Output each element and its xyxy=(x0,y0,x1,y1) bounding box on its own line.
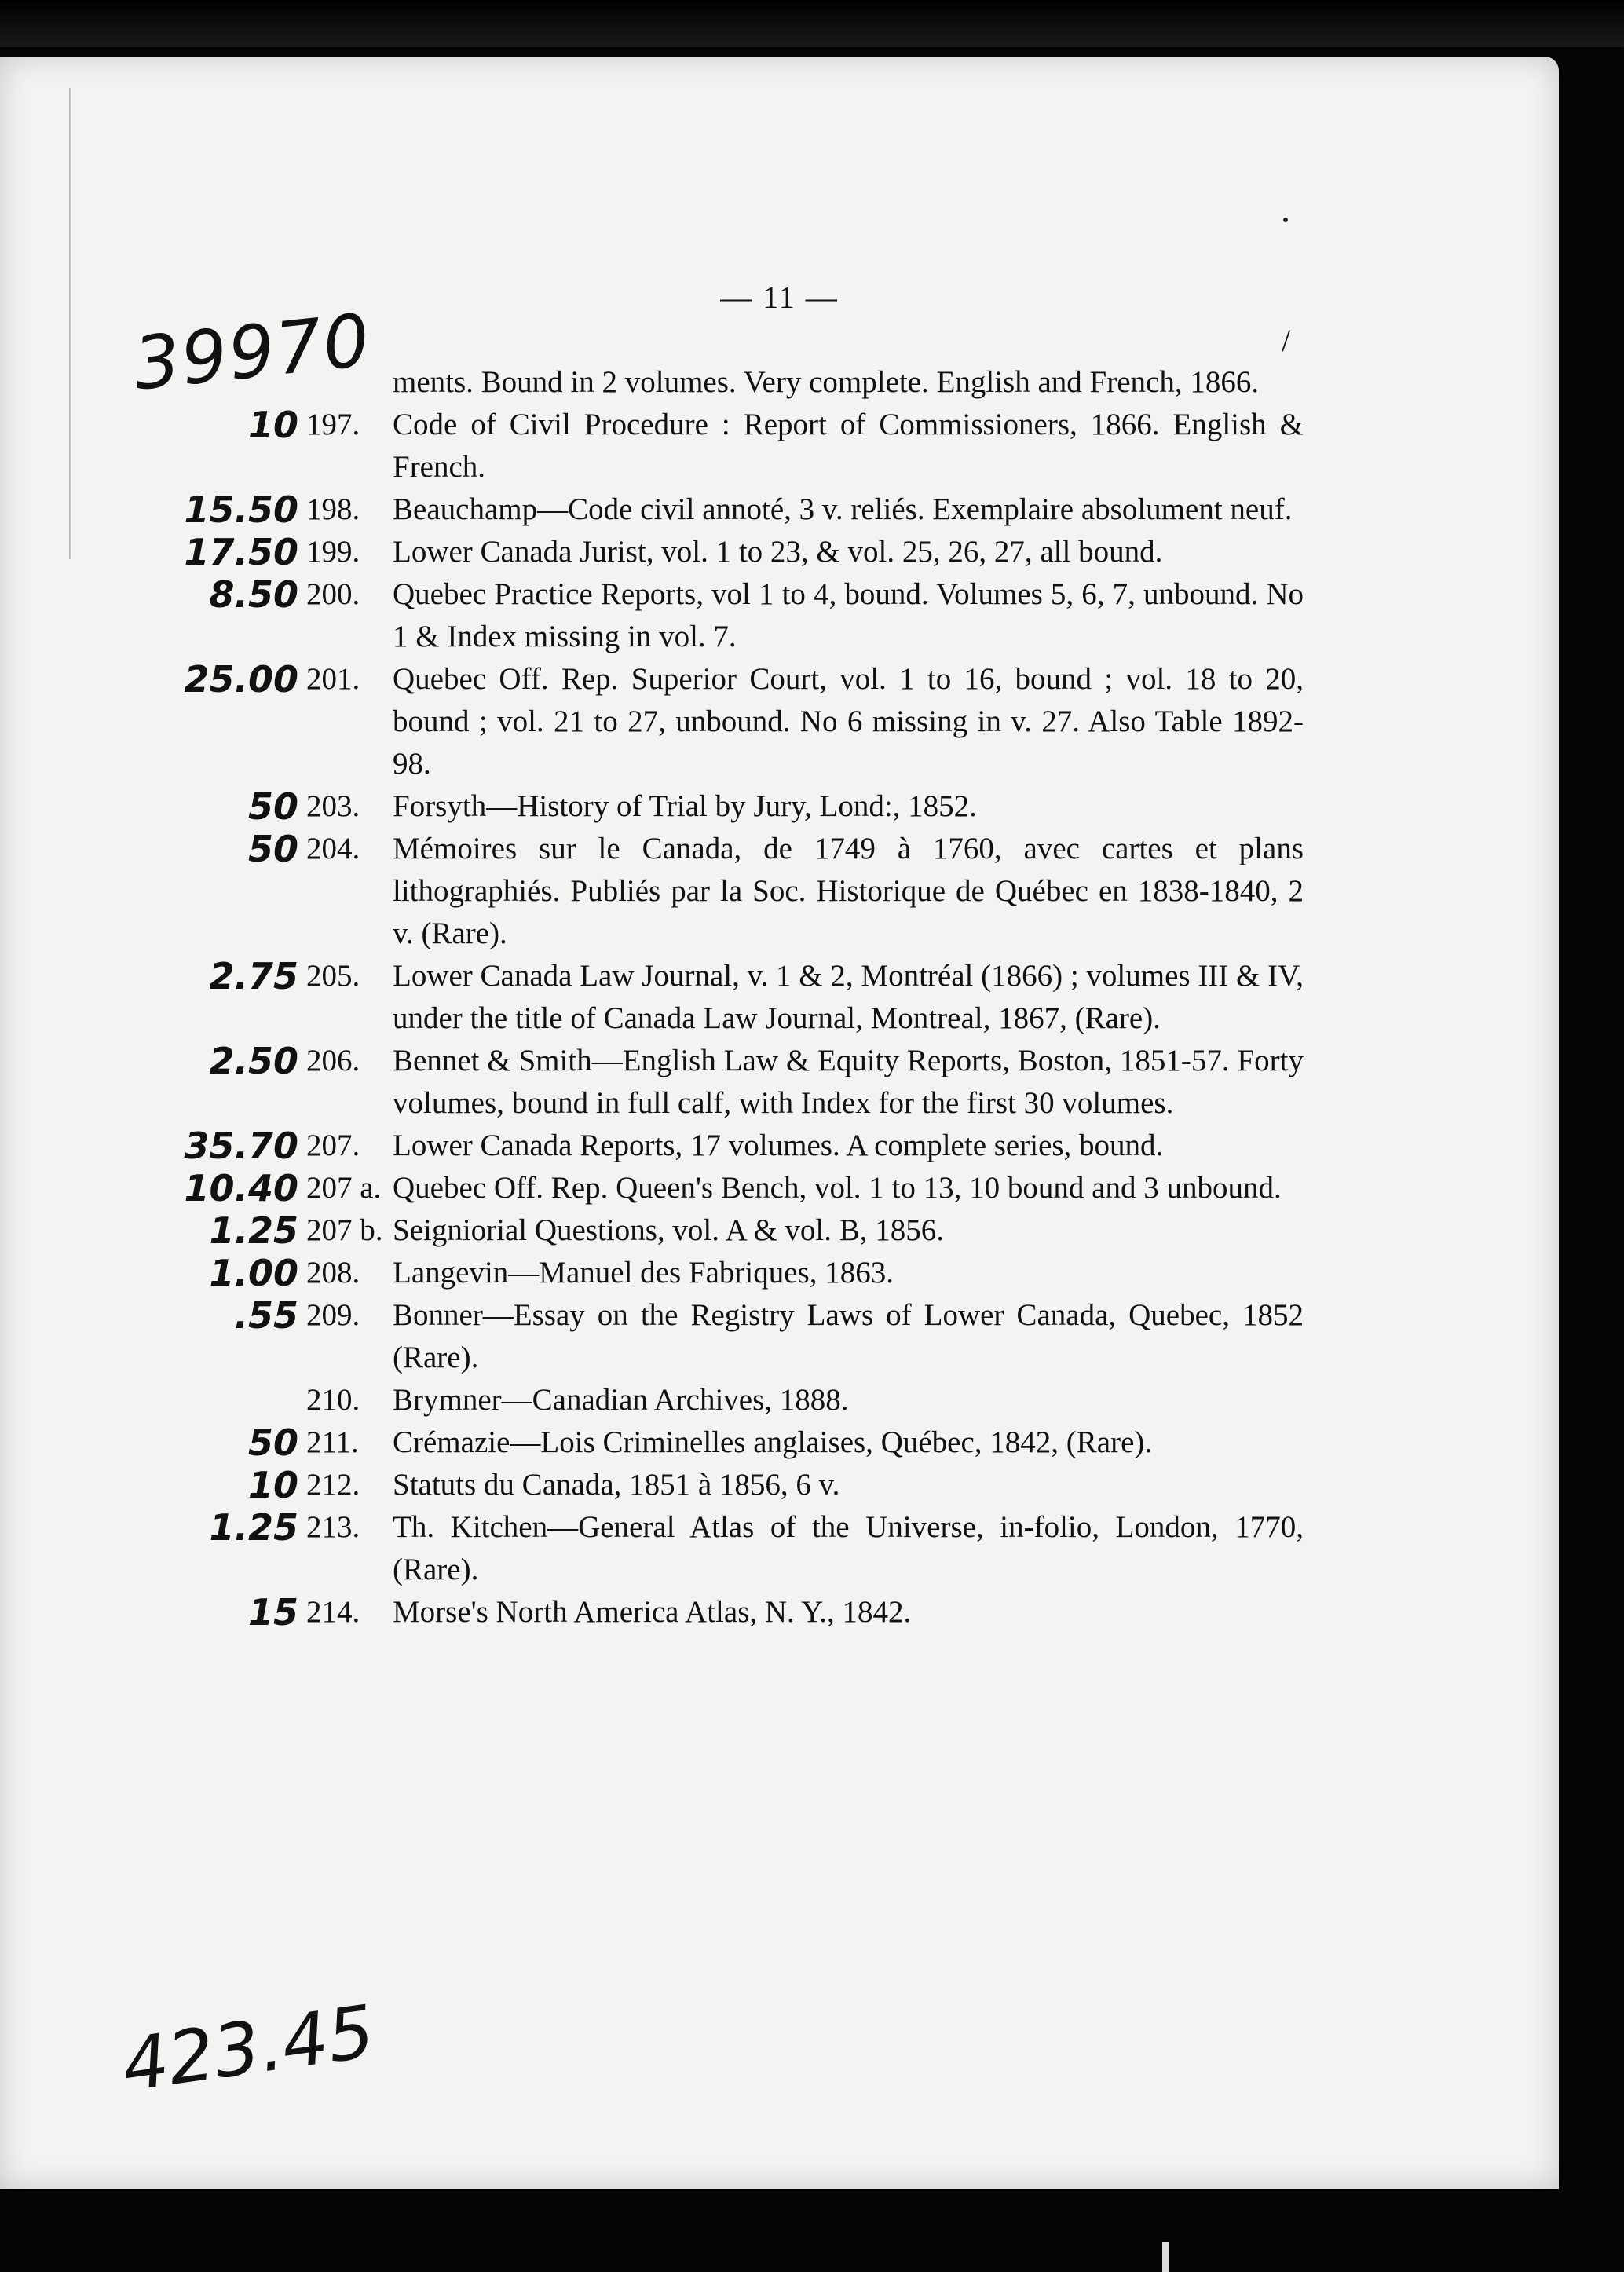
lot-number: 200. xyxy=(306,577,360,611)
handwritten-price: 15.50 xyxy=(184,488,298,531)
lot-number xyxy=(306,361,393,404)
handwritten-price: 25.00 xyxy=(184,658,298,701)
catalogue-entry xyxy=(79,1506,1304,1591)
lot-number: 206. xyxy=(306,1044,360,1077)
lot-description: Morse's North America Atlas, N. Y., 1842. xyxy=(393,1595,912,1629)
handwritten-price: 10 xyxy=(247,404,298,446)
lot-number: 204. xyxy=(306,832,360,865)
paper-speck xyxy=(1283,218,1288,222)
margin-tick-mark: / xyxy=(1282,323,1291,358)
catalogue-entry xyxy=(79,785,1304,828)
handwritten-price: 8.50 xyxy=(209,573,298,616)
catalogue-entry xyxy=(79,404,1304,488)
handwritten-price: 10.40 xyxy=(184,1167,298,1209)
lot-description: Lower Canada Jurist, vol. 1 to 23, & vol. 25, 26, 27, all bound. xyxy=(393,535,1163,569)
lot-number: 198. xyxy=(306,492,360,526)
catalogue-entry xyxy=(79,1379,1304,1421)
handwritten-price: 15 xyxy=(247,1591,298,1634)
lot-description: Beauchamp—Code civil annoté, 3 v. reliés. Exemplaire absolument neuf. xyxy=(393,492,1293,526)
handwritten-price: 50 xyxy=(247,785,298,828)
lot-description: Lower Canada Law Journal, v. 1 & 2, Montréal (1866) ; volumes III & IV, under the title of Canada Law Journal, Montreal, 1867, (Rare). xyxy=(393,959,1304,1035)
scan-bottom-mark xyxy=(1162,2242,1169,2272)
handwritten-price: 50 xyxy=(247,828,298,870)
lot-number: 209. xyxy=(306,1298,360,1332)
catalogue-entry xyxy=(79,1464,1304,1506)
handwritten-price: 17.50 xyxy=(184,531,298,573)
lot-description: Bennet & Smith—English Law & Equity Reports, Boston, 1851-57. Forty volumes, bound in full calf, with Index for the first 30 volumes. xyxy=(393,1044,1304,1120)
handwritten-price: 10 xyxy=(247,1464,298,1506)
lot-description: Quebec Off. Rep. Queen's Bench, vol. 1 to 13, 10 bound and 3 unbound. xyxy=(393,1171,1282,1205)
catalogue-entry xyxy=(79,658,1304,785)
lot-number: 201. xyxy=(306,662,360,696)
lot-number: 208. xyxy=(306,1256,360,1290)
handwritten-running-total: 39970 xyxy=(130,298,375,407)
lot-number: 197. xyxy=(306,408,360,441)
lot-number: 214. xyxy=(306,1595,360,1629)
catalogue-entry xyxy=(79,1252,1304,1294)
lot-number: 212. xyxy=(306,1468,360,1502)
lot-description: ments. Bound in 2 volumes. Very complete. English and French, 1866. xyxy=(393,365,1260,399)
lot-number: 207 b. xyxy=(306,1213,383,1247)
catalogue-entry xyxy=(79,488,1304,531)
lot-number: 213. xyxy=(306,1510,360,1544)
page-number: — 11 — xyxy=(720,280,839,315)
lot-description: Quebec Off. Rep. Superior Court, vol. 1 to 16, bound ; vol. 18 to 20, bound ; vol. 21 to 27, unbound. No 6 missing in v. 27. Also Table 1892-98. xyxy=(393,662,1304,781)
margin-line xyxy=(69,88,71,559)
handwritten-price: 50 xyxy=(247,1421,298,1464)
handwritten-price xyxy=(79,361,306,404)
catalogue-entries xyxy=(79,361,1304,1634)
lot-description: Bonner—Essay on the Registry Laws of Lower Canada, Quebec, 1852 (Rare). xyxy=(393,1298,1304,1374)
catalogue-entry xyxy=(79,828,1304,955)
lot-number: 207 a. xyxy=(306,1171,382,1205)
handwritten-price: 1.25 xyxy=(209,1209,298,1252)
catalogue-entry xyxy=(79,1040,1304,1125)
scan-top-edge xyxy=(0,0,1624,47)
lot-description: Mémoires sur le Canada, de 1749 à 1760, avec cartes et plans lithographiés. Publiés par la Soc. Historique de Québec en 1838-1840, 2 v. (Rare). xyxy=(393,832,1304,950)
lot-description: Lower Canada Reports, 17 volumes. A complete series, bound. xyxy=(393,1129,1164,1162)
handwritten-price: 2.75 xyxy=(209,955,298,997)
lot-description: Langevin—Manuel des Fabriques, 1863. xyxy=(393,1256,894,1290)
lot-description: Seigniorial Questions, vol. A & vol. B, 1856. xyxy=(393,1213,945,1247)
lot-number: 210. xyxy=(306,1383,360,1417)
lot-description: Th. Kitchen—General Atlas of the Universe, in-folio, London, 1770, (Rare). xyxy=(393,1510,1304,1586)
handwritten-page-total: 423.45 xyxy=(117,1989,379,2108)
lot-description: Crémazie—Lois Criminelles anglaises, Québec, 1842, (Rare). xyxy=(393,1425,1153,1459)
lot-number: 199. xyxy=(306,535,360,569)
lot-description: Statuts du Canada, 1851 à 1856, 6 v. xyxy=(393,1468,840,1502)
handwritten-price: 1.25 xyxy=(209,1506,298,1549)
catalogue-entry xyxy=(79,531,1304,573)
handwritten-price: 1.00 xyxy=(209,1252,298,1294)
handwritten-price: .55 xyxy=(234,1294,298,1337)
lot-number: 207. xyxy=(306,1129,360,1162)
catalogue-entry xyxy=(79,361,1304,404)
catalogue-entry xyxy=(79,1209,1304,1252)
handwritten-price xyxy=(79,1379,306,1421)
catalogue-entry xyxy=(79,1167,1304,1209)
lot-description: Brymner—Canadian Archives, 1888. xyxy=(393,1383,849,1417)
lot-number: 211. xyxy=(306,1425,359,1459)
catalogue-entry xyxy=(79,1294,1304,1379)
lot-number: 203. xyxy=(306,789,360,823)
catalogue-entry xyxy=(79,1591,1304,1634)
catalogue-entry xyxy=(79,1125,1304,1167)
catalogue-entry xyxy=(79,1421,1304,1464)
lot-number: 205. xyxy=(306,959,360,993)
catalogue-entry xyxy=(79,955,1304,1040)
handwritten-price: 2.50 xyxy=(209,1040,298,1082)
handwritten-price: 35.70 xyxy=(184,1125,298,1167)
lot-description: Quebec Practice Reports, vol 1 to 4, bound. Volumes 5, 6, 7, unbound. No 1 & Index missing in vol. 7. xyxy=(393,577,1304,653)
catalogue-entry xyxy=(79,573,1304,658)
lot-description: Code of Civil Procedure : Report of Commissioners, 1866. English & French. xyxy=(393,408,1304,484)
lot-description: Forsyth—History of Trial by Jury, Lond:, 1852. xyxy=(393,789,977,823)
